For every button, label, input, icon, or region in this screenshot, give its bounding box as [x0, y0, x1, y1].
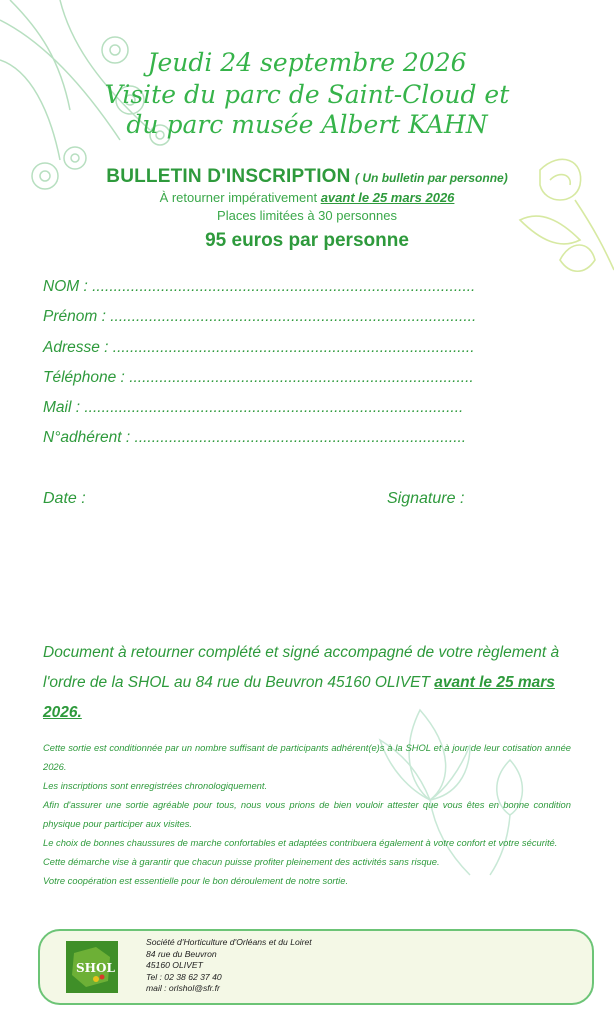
field-label: Téléphone : [43, 369, 125, 386]
note: Votre coopération est essentielle pour le bon déroulement de notre sortie. [43, 875, 349, 886]
event-date: Jeudi 24 septembre 2026 [147, 48, 467, 77]
street: 84 rue du Beuvron [146, 948, 217, 959]
places-limit: Places limitées à 30 personnes [217, 208, 397, 223]
field-mail[interactable] [43, 399, 463, 417]
field-adherent[interactable] [43, 429, 466, 447]
event-title-line1: Visite du parc de Saint-Cloud et [104, 80, 510, 109]
logo-text: SHOL [76, 961, 115, 975]
note: Les inscriptions sont enregistrées chronologiquement. [43, 780, 268, 791]
footer-contact-box [38, 929, 594, 1005]
signature-label: Signature : [387, 490, 465, 507]
phone: Tel : 02 38 62 37 40 [146, 971, 222, 982]
price: 95 euros par personne [205, 230, 409, 251]
shol-logo [66, 941, 118, 993]
field-adresse[interactable] [43, 339, 475, 357]
note: Afin d'assurer une sortie agréable pour tous, nous vous prions de bien vouloir attester que vous êtes en bonne condition physique pour participer aux visites. [43, 799, 571, 829]
return-deadline: avant le 25 mars 2026 [320, 190, 455, 205]
note: Cette sortie est conditionnée par un nombre suffisant de participants adhérent(e)s à la SHOL et à jour de leur cotisation année 2026. [43, 742, 571, 772]
field-dots: ............................................................................. [134, 429, 467, 446]
conditions-notes [43, 738, 571, 890]
field-telephone[interactable] [43, 369, 474, 387]
field-label: Prénom : [43, 308, 106, 325]
contact-address [146, 937, 312, 995]
field-dots: ................................................................................ [129, 369, 474, 386]
bulletin-title: BULLETIN D'INSCRIPTION [106, 166, 351, 187]
bulletin-heading [0, 166, 614, 188]
city: 45160 OLIVET [146, 960, 203, 970]
event-title-line2: du parc musée Albert KAHN [126, 110, 488, 139]
document-deadline: avant le 25 mars 2026. [43, 674, 555, 721]
return-prefix: À retourner impérativement [159, 190, 318, 205]
email[interactable]: mail : orlshol@sfr.fr [146, 983, 220, 993]
note: Cette démarche vise à garantir que chacun puisse profiter pleinement des activités sans risque. [43, 856, 440, 867]
field-prenom[interactable] [43, 308, 476, 326]
document-text: Document à retourner complété et signé accompagné de votre règlement à l'ordre de la SHOL au 84 rue du Beuvron 45160 OLIVET [43, 644, 560, 691]
field-dots: ......................................................................................... [92, 278, 476, 295]
return-document-note [43, 638, 573, 728]
field-dots: ..................................................................................... [110, 308, 477, 325]
field-label: NOM : [43, 278, 88, 295]
date-label: Date : [43, 490, 86, 507]
field-label: Adresse : [43, 339, 109, 356]
bulletin-subtitle: ( Un bulletin par personne) [355, 171, 508, 185]
field-dots: .................................................................................... [112, 339, 475, 356]
return-instruction [0, 190, 614, 205]
org-name: Société d'Horticulture d'Orléans et du Loiret [146, 937, 312, 947]
note: Le choix de bonnes chaussures de marche confortables et adaptées contribuera également à votre confort et votre sécurité. [43, 837, 558, 848]
field-label: Mail : [43, 399, 81, 416]
field-dots: ........................................................................................ [84, 399, 464, 416]
field-label: N°adhérent : [43, 429, 131, 446]
field-nom[interactable] [43, 278, 475, 296]
